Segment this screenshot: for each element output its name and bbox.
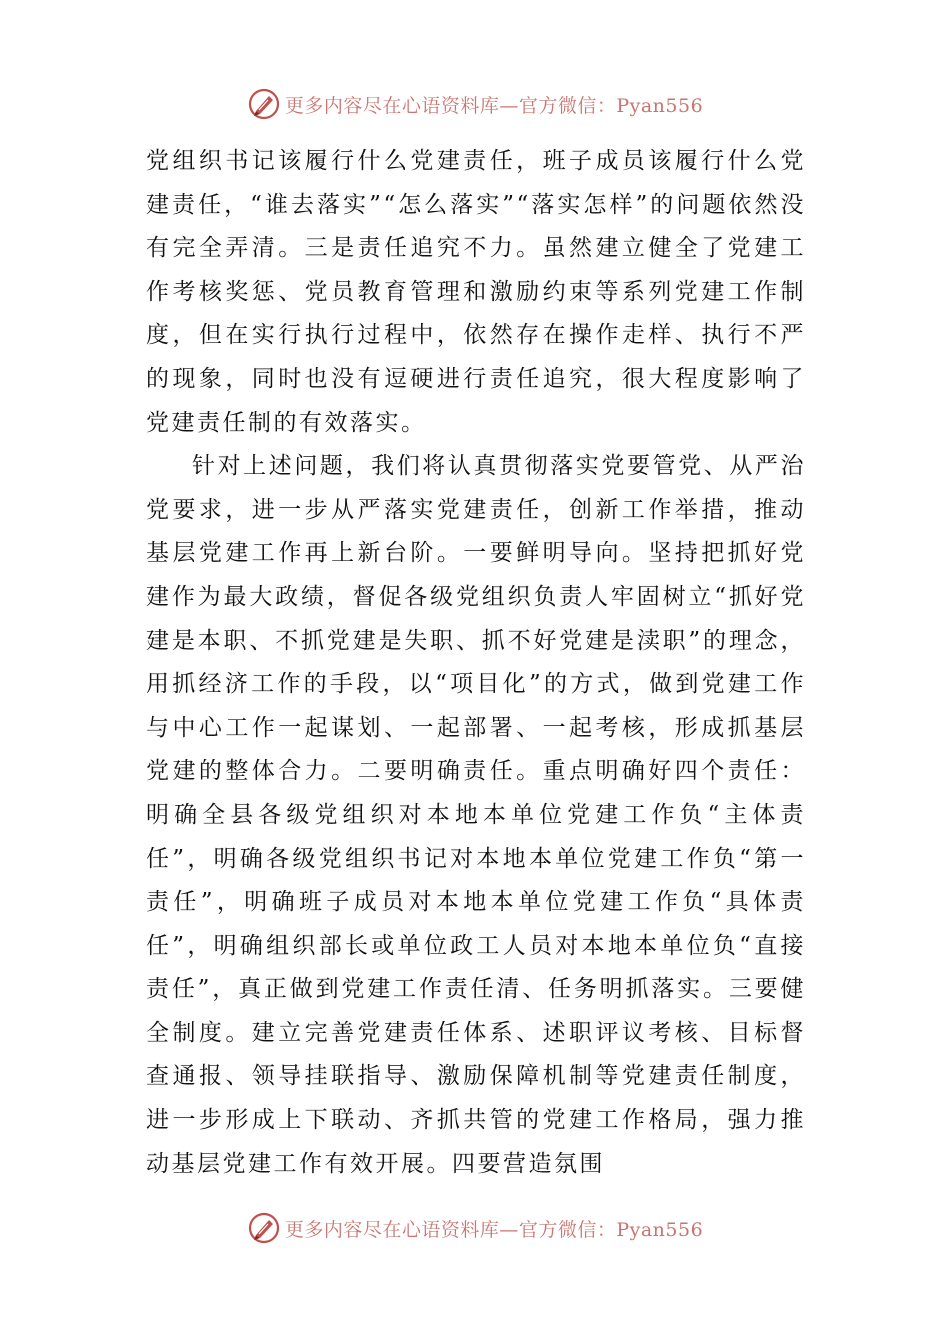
footer-banner-text: 更多内容尽在心语资料库—官方微信：Pyan556: [284, 1218, 704, 1241]
footer-banner: [0, 1208, 950, 1248]
header-banner: [0, 84, 950, 124]
header-banner-text: 更多内容尽在心语资料库—官方微信：Pyan556: [284, 94, 704, 117]
document-body: [146, 140, 806, 1186]
pen-nib-logo-icon: [247, 1211, 281, 1245]
pen-nib-logo-icon: [247, 87, 281, 121]
body-paragraph-2: 针对上述问题，我们将认真贯彻落实党要管党、从严治党要求，进一步从严落实党建责任，创新工作举措，推动基层党建工作再上新台阶。一要鲜明导向。坚持把抓好党建作为最大政绩，督促各级党组织负责人牢固树立“抓好党建是本职、不抓党建是失职、抓不好党建是渎职”的理念，用抓经济工作的手段，以“项目化”的方式，做到党建工作与中心工作一起谋划、一起部署、一起考核，形成抓基层党建的整体合力。二要明确责任。重点明确好四个责任：明确全县各级党组织对本地本单位党建工作负“主体责任”，明确各级党组织书记对本地本单位党建工作负“第一责任”，明确班子成员对本地本单位党建工作负“具体责任”，明确组织部长或单位政工人员对本地本单位负“直接责任”，真正做到党建工作责任清、任务明抓落实。三要健全制度。建立完善党建责任体系、述职评议考核、目标督查通报、领导挂联指导、激励保障机制等党建责任制度，进一步形成上下联动、齐抓共管的党建工作格局，强力推动基层党建工作有效开展。四要营造氛围: [146, 453, 806, 1177]
body-paragraph-1: 党组织书记该履行什么党建责任，班子成员该履行什么党建责任，“谁去落实”“怎么落实”“落实怎样”的问题依然没有完全弄清。三是责任追究不力。虽然建立健全了党建工作考核奖惩、党员教育管理和激励约束等系列党建工作制度，但在实行执行过程中，依然存在操作走样、执行不严的现象，同时也没有逗硬进行责任追究，很大程度影响了党建责任制的有效落实。: [146, 148, 806, 436]
